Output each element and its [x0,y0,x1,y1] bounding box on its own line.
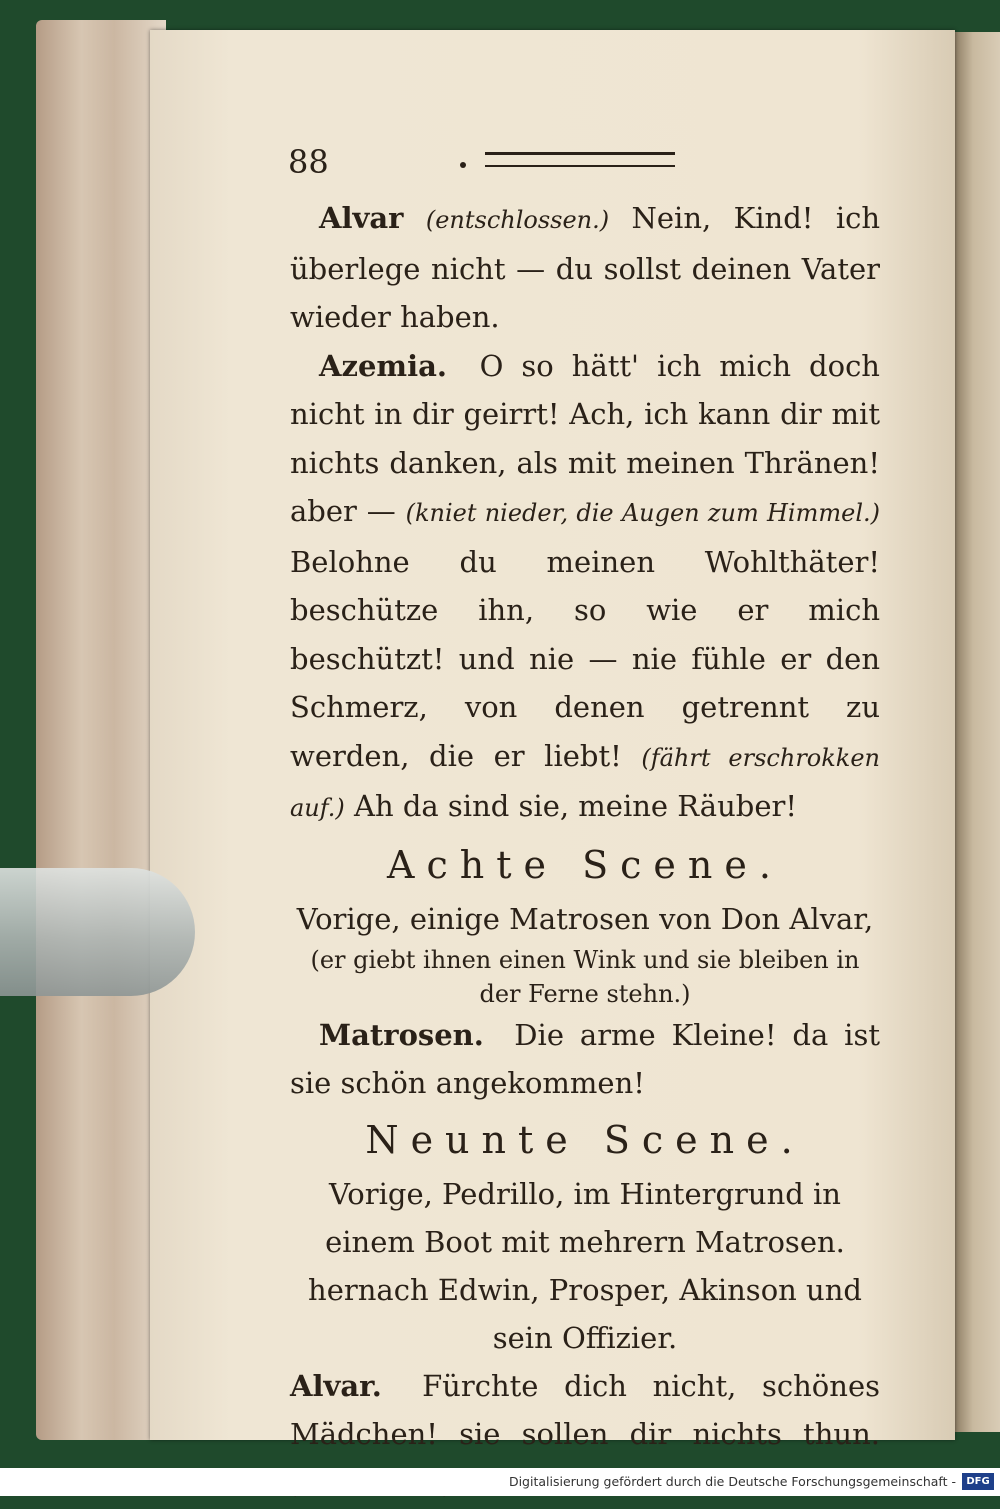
book-page-edges [36,20,166,1440]
digitization-footer [0,1468,1000,1496]
header-rule [485,152,675,167]
dialogue-text: Die arme Kleine! da ist sie schön angekommen! [290,1018,880,1101]
dialogue-line [290,1011,880,1108]
scene-cast: Vorige, einige Matrosen von Don Alvar, [290,895,880,943]
speaker-name: Alvar. [290,1369,382,1403]
stage-direction: (fährt erschrokken auf.) [290,744,880,823]
scene-cast-direction: (er giebt ihnen einen Wink und sie bleiben in der Ferne stehn.) [290,943,880,1011]
dialogue-text: Ah da sind sie, meine Räuber! [354,789,797,823]
page-header [290,140,880,194]
scene-heading: Neunte Scene. [290,1112,880,1168]
stage-direction: (kniet nieder, die Augen zum Himmel.) [406,499,880,527]
speaker-name: Matrosen. [319,1018,484,1052]
stage-direction: (entschlossen.) [426,206,609,234]
page-number: 88 [288,140,329,184]
dfg-logo: DFG [962,1473,994,1490]
dialogue-line [290,194,880,342]
scene-heading: Achte Scene. [290,837,880,893]
speaker-name: Alvar [319,201,403,235]
footer-credit: Digitalisierung gefördert durch die Deutsche Forschungsgemeinschaft - [509,1474,956,1489]
page-text-block [290,140,880,1509]
page-holder-clip [0,868,195,996]
dialogue-text: O so hätt' ich mich doch nicht in dir geirrt! Ach, ich kann dir mit nichts danken, als mit meinen Thränen! aber — [290,349,880,529]
header-ornament-dot [460,162,466,168]
dialogue-line [290,342,880,833]
dialogue-text: Nein, Kind! ich überlege nicht — du sollst deinen Vater wieder haben. [290,201,880,334]
dialogue-text: Fürchte dich nicht, schönes Mädchen! sie sollen dir nichts thun. [290,1369,880,1452]
facing-page-edge [955,32,1000,1432]
dialogue-text: Belohne du meinen Wohlthäter! beschütze ihn, so wie er mich beschützt! und nie — nie fühle er den Schmerz, von denen getrennt zu werden, die er liebt! [290,545,880,773]
speaker-name: Azemia. [319,349,447,383]
scene-cast: Vorige, Pedrillo, im Hintergrund in einem Boot mit mehrern Matrosen. hernach Edwin, Prosper, Akinson und sein Offizier. [290,1170,880,1362]
